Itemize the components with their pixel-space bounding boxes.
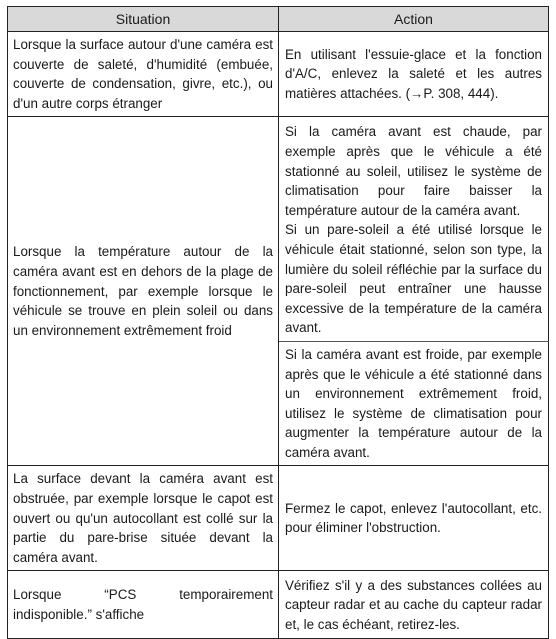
situation-cell: Lorsque “PCS temporairement indisponible.” s'affiche: [8, 571, 279, 639]
table-row: [8, 32, 549, 117]
situation-cell: Lorsque la surface autour d'une caméra est couverte de saleté, d'humidité (embuée, couverte de condensation, givre, etc.), ou d'un autre corps étranger: [8, 32, 279, 117]
action-cell: Fermez le capot, enlevez l'autocollant, etc. pour éliminer l'obstruction.: [279, 466, 549, 571]
troubleshooting-table-container: [7, 6, 548, 639]
situation-cell: Lorsque la température autour de la caméra avant est en dehors de la plage de fonctionnement, par exemple lorsque le véhicule se trouve en plein soleil ou dans un environnement extrêmement froid: [8, 117, 279, 466]
action-paragraph: Si la caméra avant est chaude, par exemple après que le véhicule a été stationné au soleil, utilisez le système de climatisation pour faire baisser la température autour de la caméra avant.: [285, 124, 542, 218]
action-paragraph: Si un pare-soleil a été utilisé lorsque le véhicule était stationné, selon son type, la lumière du soleil réfléchie par la surface du pare-soleil peut entraîner une hausse excessive de la température de la caméra avant.: [285, 222, 542, 336]
table-row: [8, 117, 549, 342]
situation-cell: La surface devant la caméra avant est obstruée, par exemple lorsque le capot est ouvert ou qu'un autocollant est collé sur la partie du pare-brise située devant la caméra avant.: [8, 466, 279, 571]
action-cell: Vérifiez s'il y a des substances collées au capteur radar et au cache du capteur radar et, le cas échéant, retirez-les.: [279, 571, 549, 639]
table-row: [8, 466, 549, 571]
header-situation: Situation: [8, 7, 279, 32]
troubleshooting-table: [7, 6, 549, 639]
action-cell: [279, 117, 549, 342]
table-header-row: [8, 7, 549, 32]
action-cell: Si la caméra avant est froide, par exemple après que le véhicule a été stationné dans un environnement extrêmement froid, utilisez le système de climatisation pour augmenter la température autour de la caméra avant.: [279, 341, 549, 466]
header-action: Action: [279, 7, 549, 32]
table-row: [8, 571, 549, 639]
action-cell: En utilisant l'essuie-glace et la fonction d'A/C, enlevez la saleté et les autres matières attachées. (→P. 308, 444).: [279, 32, 549, 117]
